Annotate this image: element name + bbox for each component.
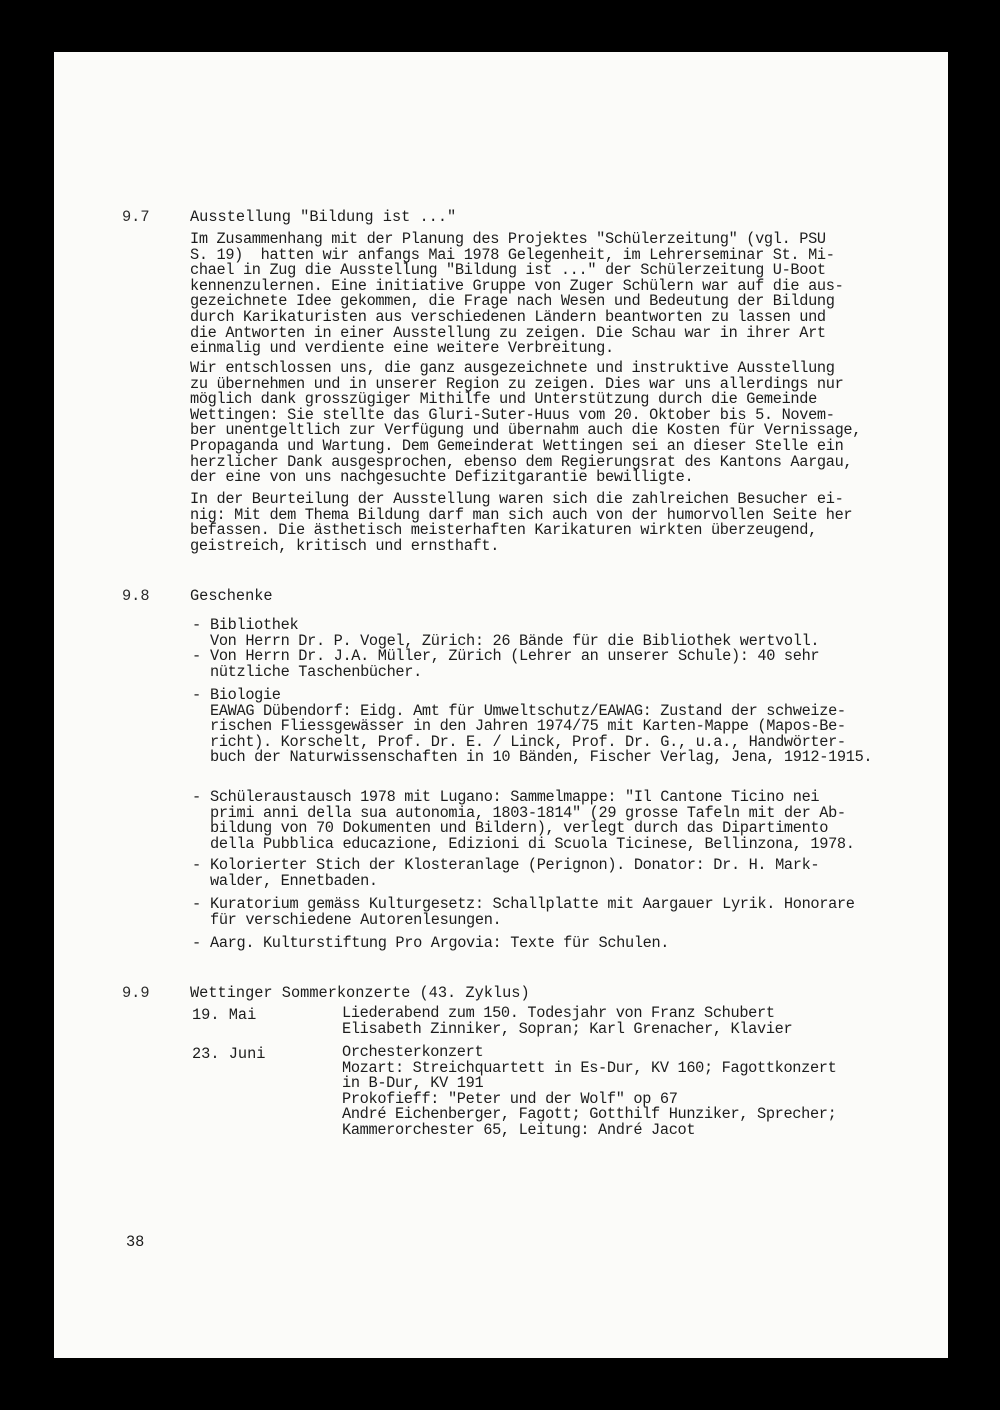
paragraph — [190, 492, 852, 554]
text-line: Wir entschlossen uns, die ganz ausgezeichnete und instruktive Ausstellung — [190, 359, 835, 377]
section-heading: Wettinger Sommerkonzerte (43. Zyklus) — [190, 984, 530, 1002]
text-line: Im Zusammenhang mit der Planung des Projektes "Schülerzeitung" (vgl. PSU — [190, 230, 826, 248]
section-number: 9.7 — [122, 208, 150, 226]
text-line: rischen Fliessgewässer in den Jahren 1974/75 mit Karten-Mappe (Mapos-Be- — [210, 717, 846, 736]
text-line: zu übernehmen und in unserer Region zu zeigen. Dies war uns allerdings nur — [190, 374, 844, 393]
text-line: geistreich, kritisch und ernsthaft. — [190, 536, 500, 555]
list-dash: - — [192, 788, 202, 806]
text-line: Schüleraustausch 1978 mit Lugano: Sammelmappe: "Il Cantone Ticino nei — [210, 788, 820, 806]
text-line: bildung von 70 Dokumenten und Bildern), verlegt durch das Dipartimento — [210, 819, 829, 838]
section-heading: Ausstellung "Bildung ist ..." — [190, 208, 457, 226]
text-line: Bibliothek — [210, 616, 299, 634]
section-number: 9.9 — [122, 984, 150, 1002]
text-line: chael in Zug die Ausstellung "Bildung ist ..." der Schülerzeitung U-Boot — [190, 261, 826, 280]
text-line: für verschiedene Autorenlesungen. — [210, 910, 502, 929]
text-line: Von Herrn Dr. J.A. Müller, Zürich (Lehrer an unserer Schule): 40 sehr — [210, 647, 820, 665]
document-page — [54, 52, 948, 1358]
text-line: nützliche Taschenbücher. — [210, 662, 422, 681]
text-line: möglich dank grosszügiger Mithilfe und Unterstützung durch die Gemeinde — [190, 390, 817, 409]
text-line: della Pubblica educazione, Edizioni di Scuola Ticinese, Bellinzona, 1978. — [210, 834, 855, 853]
concert-details — [342, 1045, 836, 1139]
section-heading: Geschenke — [190, 587, 273, 605]
text-line: Elisabeth Zinniker, Sopran; Karl Grenacher, Klavier — [342, 1019, 793, 1038]
text-line: André Eichenberger, Fagott; Gotthilf Hunziker, Sprecher; — [342, 1105, 837, 1124]
text-line: durch Karikaturisten aus verschiedenen Ländern beantworten zu lassen und — [190, 307, 826, 326]
list-dash: - — [192, 895, 202, 913]
page-number: 38 — [126, 1233, 145, 1251]
text-line: nig: Mit dem Thema Bildung darf man sich auch von der humorvollen Seite her — [190, 505, 853, 524]
section-number: 9.8 — [122, 587, 150, 605]
concert-date: 19. Mai — [192, 1006, 257, 1024]
text-line: EAWAG Dübendorf: Eidg. Amt für Umweltschutz/EAWAG: Zustand der schweize- — [210, 701, 846, 720]
text-line: Liederabend zum 150. Todesjahr von Franz Schubert — [342, 1004, 775, 1022]
text-line: primi anni della sua autonomia, 1803-1814" (29 grosse Tafeln mit der Ab- — [210, 803, 846, 822]
text-line: In der Beurteilung der Ausstellung waren sich die zahlreichen Besucher ei- — [190, 490, 844, 508]
text-line: Orchesterkonzert — [342, 1043, 484, 1061]
text-line: ber unentgeltlich zur Verfügung und übernahm auch die Kosten für Vernissage, — [190, 421, 862, 440]
text-line: kennenzulernen. Eine initiative Gruppe von Zuger Schülern war auf die aus- — [190, 276, 844, 295]
text-line: herzlicher Dank ausgesprochen, ebenso dem Regierungsrat des Kantons Aargau, — [190, 452, 853, 471]
text-line: in B-Dur, KV 191 — [342, 1074, 484, 1093]
list-dash: - — [192, 934, 202, 952]
text-line: Propaganda und Wartung. Dem Gemeinderat Wettingen sei an dieser Stelle ein — [190, 436, 844, 455]
paragraph — [190, 232, 843, 357]
text-line: Aarg. Kulturstiftung Pro Argovia: Texte für Schulen. — [210, 934, 670, 952]
text-line: Kuratorium gemäss Kulturgesetz: Schallplatte mit Aargauer Lyrik. Honorare — [210, 895, 855, 913]
list-dash: - — [192, 647, 202, 665]
text-line: die Antworten in einer Ausstellung zu zeigen. Die Schau war in ihrer Art — [190, 323, 826, 342]
list-dash: - — [192, 856, 202, 874]
paragraph — [190, 361, 861, 486]
text-line: Wettingen: Sie stellte das Gluri-Suter-Huus vom 20. Oktober bis 5. Novem- — [190, 405, 835, 424]
text-line: Mozart: Streichquartett in Es-Dur, KV 160; Fagottkonzert — [342, 1058, 837, 1077]
text-line: befassen. Die ästhetisch meisterhaften Karikaturen wirkten überzeugend, — [190, 521, 817, 540]
text-line: richt). Korschelt, Prof. Dr. E. / Linck, Prof. Dr. G., u.a., Handwörter- — [210, 732, 846, 751]
text-line: Prokofieff: "Peter und der Wolf" op 67 — [342, 1089, 678, 1108]
text-line: S. 19) hatten wir anfangs Mai 1978 Gelegenheit, im Lehrerseminar St. Mi- — [190, 245, 835, 264]
list-dash: - — [192, 686, 202, 704]
concert-date: 23. Juni — [192, 1045, 266, 1063]
text-line: Biologie — [210, 686, 281, 704]
text-line: der eine von uns nachgesuchte Defizitgarantie bewilligte. — [190, 468, 694, 487]
text-line: gezeichnete Idee gekommen, die Frage nach Wesen und Bedeutung der Bildung — [190, 292, 835, 311]
text-line: Von Herrn Dr. P. Vogel, Zürich: 26 Bände für die Bibliothek wertvoll. — [210, 631, 820, 650]
text-line: einmalig und verdiente eine weitere Verbreitung. — [190, 339, 614, 358]
concert-details — [342, 1006, 792, 1037]
text-line: buch der Naturwissenschaften in 10 Bänden, Fischer Verlag, Jena, 1912-1915. — [210, 748, 873, 767]
text-line: walder, Ennetbaden. — [210, 871, 378, 890]
text-line: Kolorierter Stich der Klosteranlage (Perignon). Donator: Dr. H. Mark- — [210, 856, 820, 874]
text-line: Kammerorchester 65, Leitung: André Jacot — [342, 1120, 696, 1139]
list-dash: - — [192, 616, 202, 634]
